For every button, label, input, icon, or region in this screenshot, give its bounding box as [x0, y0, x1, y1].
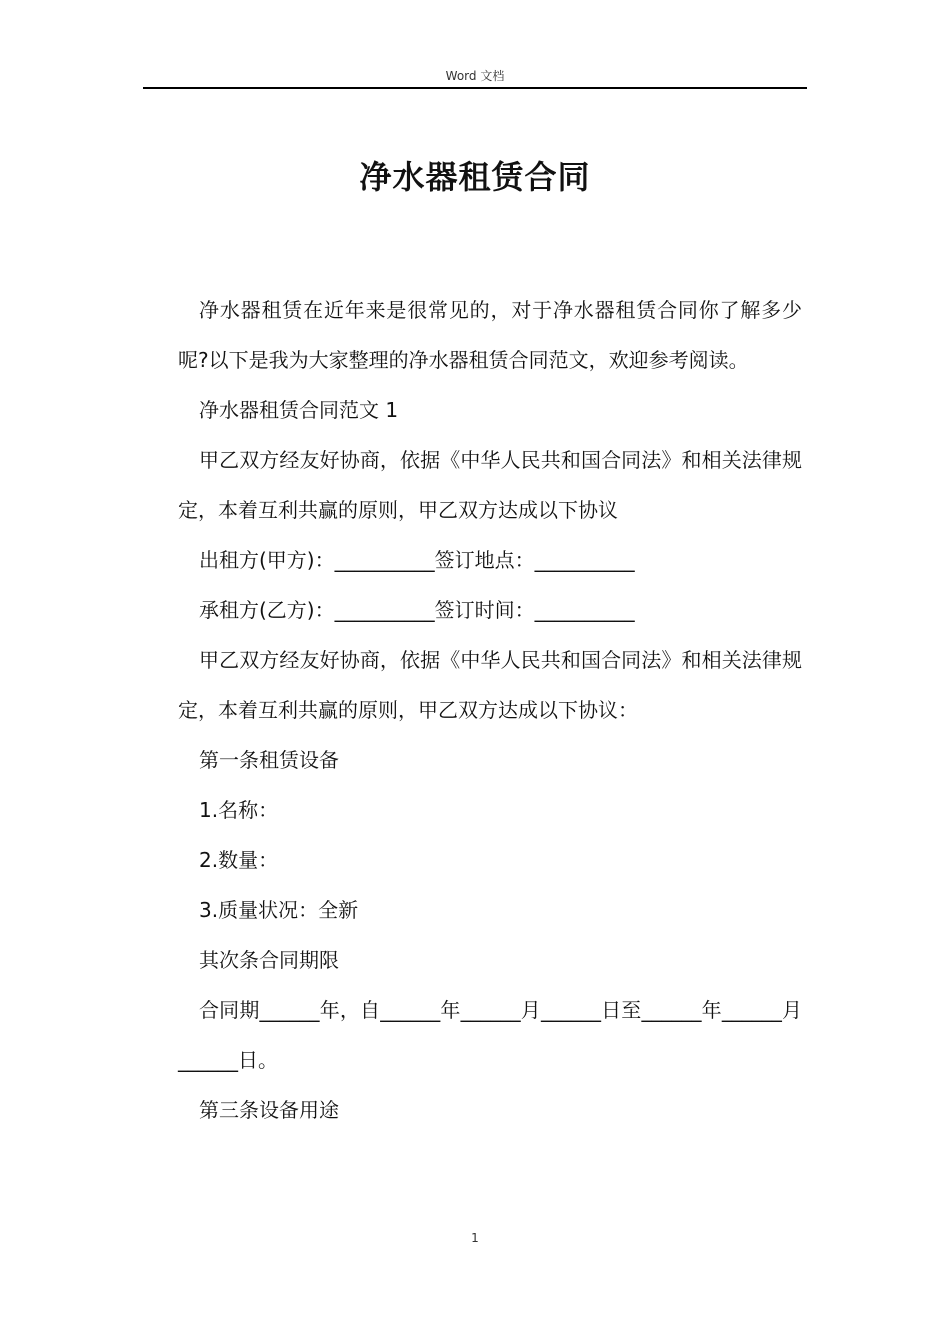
document-title: 净水器租赁合同: [359, 158, 591, 196]
sample-heading: 净水器租赁合同范文 1: [199, 398, 399, 422]
header-rule: [143, 87, 807, 89]
lessor-line: 出租方(甲方)：__________签订地点：__________: [199, 548, 635, 572]
preamble-paragraph: 甲乙双方经友好协商，依据《中华人民共和国合同法》和相关法律规定，本着互利共赢的原则，甲乙双方达成以下协议: [178, 448, 802, 522]
agreement-paragraph: 甲乙双方经友好协商，依据《中华人民共和国合同法》和相关法律规定，本着互利共赢的原则，甲乙双方达成以下协议：: [178, 648, 802, 722]
article-2-heading: 其次条合同期限: [199, 948, 339, 972]
page-number: 1: [471, 1231, 479, 1245]
item-quantity: 2.数量：: [199, 848, 279, 872]
lessee-line: 承租方(乙方)：__________签订时间：__________: [199, 598, 635, 622]
intro-paragraph: 净水器租赁在近年来是很常见的，对于净水器租赁合同你了解多少呢?以下是我为大家整理的净水器租赁合同范文，欢迎参考阅读。: [178, 298, 802, 372]
item-name: 1.名称：: [199, 798, 279, 822]
item-quality: 3.质量状况：全新: [199, 898, 359, 922]
document-body: [178, 285, 802, 1135]
page-header: Word 文档: [445, 69, 505, 83]
article-3-heading: 第三条设备用途: [199, 1098, 339, 1122]
contract-period-paragraph: 合同期______年，自______年______月______日至______年______月______日。: [178, 998, 802, 1072]
article-1-heading: 第一条租赁设备: [199, 748, 339, 772]
